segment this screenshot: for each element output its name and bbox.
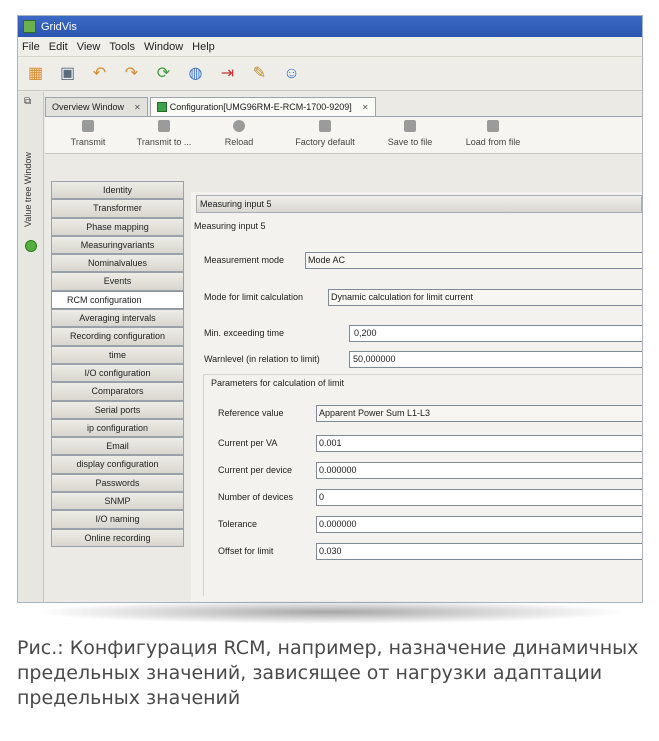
configuration-actions — [45, 116, 642, 154]
drop-shadow — [30, 600, 630, 624]
nav-item-i-o-naming[interactable]: I/O naming — [51, 510, 184, 528]
load-from-file-button[interactable] — [452, 120, 534, 147]
offset-for-limit-field[interactable]: 0.030 — [316, 543, 643, 560]
close-icon[interactable]: ✕ — [134, 102, 141, 112]
tab-label: Configuration[UMG96RM-E-RCM-1700-9209] — [169, 102, 352, 112]
warnlevel-field[interactable]: 50,000000 — [349, 351, 643, 368]
min-exceeding-time-field[interactable]: 0,200 — [349, 325, 643, 342]
action-label: Save to file — [387, 137, 433, 147]
save-to-file-icon — [404, 120, 416, 132]
redo-icon[interactable]: ↷ — [124, 64, 139, 82]
save-to-file-button[interactable] — [377, 120, 443, 147]
nav-item-snmp[interactable]: SNMP — [51, 492, 184, 510]
section-subtitle: Measuring input 5 — [194, 221, 266, 231]
nav-item-rcm-configuration[interactable]: RCM configuration — [51, 291, 184, 309]
menu-file[interactable]: File — [22, 40, 40, 53]
nav-item-phase-mapping[interactable]: Phase mapping — [51, 218, 184, 236]
nav-item-online-recording[interactable]: Online recording — [51, 529, 184, 547]
users-icon[interactable]: ☺ — [283, 64, 300, 82]
nav-item-recording-configuration[interactable]: Recording configuration — [51, 327, 184, 345]
reference-value-label: Reference value — [218, 408, 284, 418]
factory-default-button[interactable] — [283, 120, 367, 147]
nav-item-passwords[interactable]: Passwords — [51, 474, 184, 492]
reference-value-select[interactable]: Apparent Power Sum L1-L3 — [316, 405, 643, 422]
nav-item-display-configuration[interactable]: display configuration — [51, 455, 184, 473]
menu-tools[interactable]: Tools — [109, 40, 136, 53]
reload-icon — [233, 120, 245, 132]
tab-configuration[interactable] — [150, 97, 376, 116]
nav-item-identity[interactable]: Identity — [51, 181, 184, 199]
refresh-icon[interactable]: ⟳ — [156, 64, 171, 82]
action-label: Transmit — [70, 137, 106, 147]
current-per-device-field[interactable]: 0.000000 — [316, 462, 643, 479]
tolerance-label: Tolerance — [218, 519, 258, 529]
configuration-icon — [157, 102, 167, 112]
reload-button[interactable] — [216, 120, 262, 147]
tab-label: Overview Window — [52, 102, 125, 112]
current-per-va-label: Current per VA — [218, 438, 278, 448]
menu-bar — [18, 37, 642, 57]
action-label: Transmit to ... — [136, 137, 192, 147]
transmit-icon — [82, 120, 94, 132]
nav-item-i-o-configuration[interactable]: I/O configuration — [51, 364, 184, 382]
figure-caption: Рис.: Конфигурация RCM, например, назначение динамичных предельных значений, зависящее от нагрузки адаптации предельных значений — [17, 637, 639, 709]
menu-help[interactable]: Help — [192, 40, 215, 53]
current-per-device-label: Current per device — [218, 465, 293, 475]
menu-edit[interactable]: Edit — [48, 40, 68, 53]
menu-window[interactable]: Window — [144, 40, 184, 53]
export-icon[interactable]: ⇥ — [220, 64, 235, 82]
transmit-to-button[interactable] — [131, 120, 197, 147]
limit-mode-label: Mode for limit calculation — [204, 292, 304, 302]
nav-item-nominalvalues[interactable]: Nominalvalues — [51, 254, 184, 272]
online-status-icon — [25, 240, 37, 252]
limit-mode-select[interactable]: Dynamic calculation for limit current — [328, 289, 643, 306]
parameters-group-title: Parameters for calculation of limit — [211, 378, 345, 388]
application-window — [17, 15, 643, 603]
tolerance-field[interactable]: 0.000000 — [316, 516, 643, 533]
nav-item-serial-ports[interactable]: Serial ports — [51, 401, 184, 419]
factory-default-icon — [319, 120, 331, 132]
nav-item-events[interactable]: Events — [51, 272, 184, 290]
restore-window-icon[interactable]: ⧉ — [24, 96, 32, 107]
document-tabs — [45, 96, 642, 116]
tab-overview-window[interactable] — [45, 97, 148, 116]
rcm-configuration-panel — [191, 192, 642, 602]
undo-icon[interactable]: ↶ — [92, 64, 107, 82]
close-icon[interactable]: ✕ — [361, 102, 369, 112]
warnlevel-label: Warnlevel (in relation to limit) — [204, 354, 320, 364]
current-per-va-field[interactable]: 0.001 — [316, 435, 643, 452]
measurement-mode-label: Measurement mode — [204, 255, 285, 265]
measurement-mode-select[interactable]: Mode AC — [305, 252, 643, 269]
action-label: Load from file — [465, 137, 521, 147]
section-header[interactable]: Measuring input 5 — [196, 195, 642, 213]
tools-icon[interactable]: ✎ — [252, 64, 267, 82]
number-of-devices-label: Number of devices — [218, 492, 294, 502]
min-exceeding-time-label: Min. exceeding time — [204, 328, 285, 338]
action-label: Reload — [224, 137, 254, 147]
nav-item-ip-configuration[interactable]: ip configuration — [51, 419, 184, 437]
transmit-button[interactable] — [63, 120, 113, 147]
value-tree-strip — [18, 92, 44, 602]
open-project-icon[interactable]: ▦ — [27, 64, 44, 82]
globe-icon[interactable]: ◍ — [188, 64, 203, 82]
main-toolbar — [18, 57, 642, 91]
action-label: Factory default — [295, 137, 355, 147]
title-bar — [18, 16, 642, 37]
number-of-devices-field[interactable]: 0 — [316, 489, 643, 506]
nav-item-averaging-intervals[interactable]: Averaging intervals — [51, 309, 184, 327]
nav-item-email[interactable]: Email — [51, 437, 184, 455]
menu-view[interactable]: View — [76, 40, 101, 53]
nav-item-transformer[interactable]: Transformer — [51, 199, 184, 217]
nav-item-measuringvariants[interactable]: Measuringvariants — [51, 236, 184, 254]
load-from-file-icon — [487, 120, 499, 132]
window-title: GridVis — [41, 20, 77, 33]
configuration-nav — [51, 181, 184, 547]
offset-for-limit-label: Offset for limit — [218, 546, 274, 556]
nav-item-comparators[interactable]: Comparators — [51, 382, 184, 400]
value-tree-window-tab[interactable]: Value tree Window — [23, 152, 33, 227]
save-icon[interactable]: ▣ — [59, 64, 76, 82]
nav-item-time[interactable]: time — [51, 346, 184, 364]
app-logo-icon — [23, 20, 36, 33]
transmit-to-icon — [158, 120, 170, 132]
